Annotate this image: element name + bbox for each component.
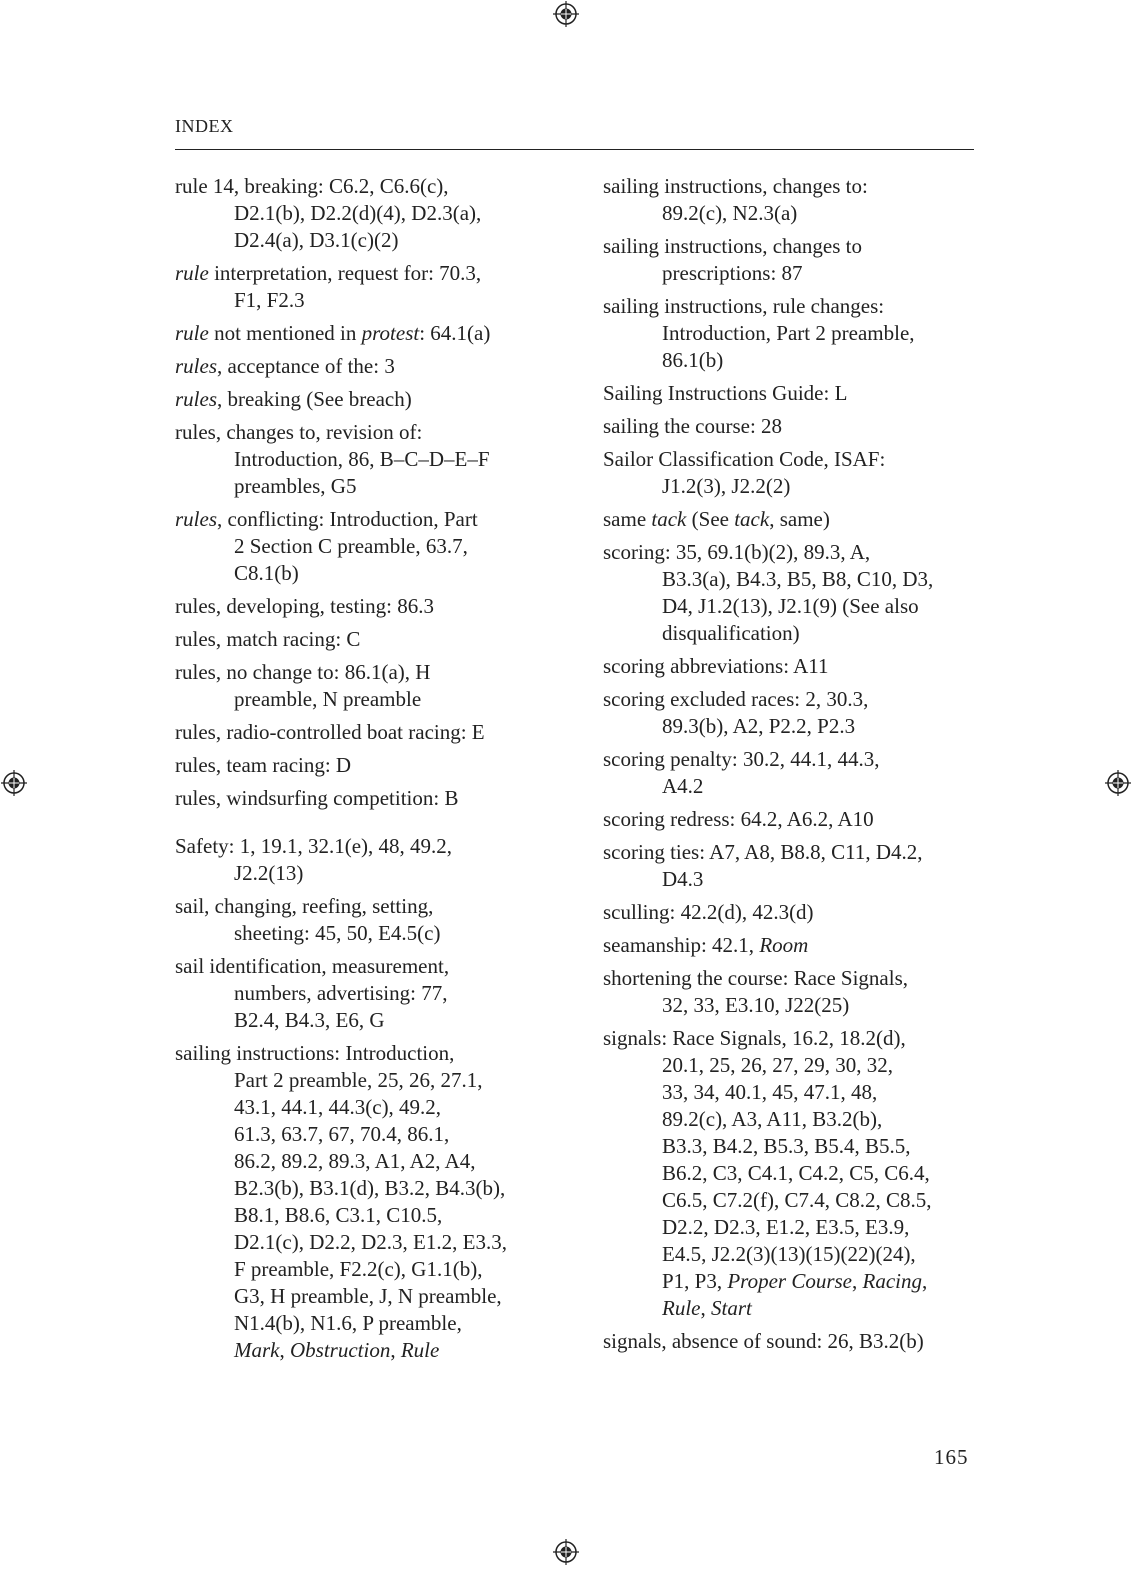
index-entry	[175, 719, 555, 746]
entry-text: rule 14, breaking: C6.2, C6.6(c),	[175, 174, 449, 198]
entry-text: : 64.1(a)	[419, 321, 491, 345]
index-entry	[175, 506, 555, 587]
entry-text: numbers, advertising: 77,	[234, 981, 448, 1005]
entry-text: D4.3	[662, 867, 704, 891]
entry-text: B3.3(a), B4.3, B5, B8, C10, D3,	[662, 567, 934, 591]
index-entry-continuation	[603, 1214, 983, 1241]
index-entry	[175, 752, 555, 779]
entry-term-italic: rules	[175, 387, 217, 411]
entry-text: rules, changes to, revision of:	[175, 420, 423, 444]
index-entry-heading	[603, 653, 983, 680]
index-entry	[175, 659, 555, 713]
index-entry-heading	[175, 953, 555, 980]
registration-mark-icon	[553, 1539, 579, 1565]
entry-text: B6.2, C3, C4.1, C4.2, C5, C6.4,	[662, 1161, 930, 1185]
entry-text: C8.1(b)	[234, 561, 299, 585]
entry-text: B8.1, B8.6, C3.1, C10.5,	[234, 1203, 443, 1227]
entry-text: N1.4(b), N1.6, P preamble,	[234, 1311, 462, 1335]
index-entry-heading	[603, 839, 983, 866]
index-entry-heading	[175, 626, 555, 653]
entry-text: sailing instructions, rule changes:	[603, 294, 885, 318]
index-entry-heading	[603, 899, 983, 926]
index-entry-continuation	[175, 980, 555, 1007]
index-entry-heading	[603, 686, 983, 713]
entry-text: ,	[852, 1269, 863, 1293]
registration-mark-icon	[553, 1, 579, 27]
index-entry-continuation	[603, 992, 983, 1019]
index-entry	[175, 1040, 555, 1364]
entry-term-italic: rules	[175, 507, 217, 531]
index-entry-continuation	[603, 1106, 983, 1133]
entry-text: not mentioned in	[208, 321, 362, 345]
entry-text: preambles, G5	[234, 474, 357, 498]
registration-mark-icon	[1105, 770, 1131, 796]
index-entry	[175, 419, 555, 500]
entry-text: scoring excluded races: 2, 30.3,	[603, 687, 869, 711]
entry-text: signals: Race Signals, 16.2, 18.2(d),	[603, 1026, 906, 1050]
index-entry-continuation	[603, 1187, 983, 1214]
index-entry-continuation	[175, 1256, 555, 1283]
index-entry	[175, 353, 555, 380]
entry-text: F preamble, F2.2(c), G1.1(b),	[234, 1257, 483, 1281]
entry-text: ,	[921, 1269, 928, 1293]
index-entry	[603, 233, 983, 287]
index-entry-continuation	[175, 1148, 555, 1175]
entry-text: seamanship: 42.1,	[603, 933, 760, 957]
entry-text: 61.3, 63.7, 67, 70.4, 86.1,	[234, 1122, 450, 1146]
index-entry	[175, 320, 555, 347]
index-entry	[175, 785, 555, 812]
index-entry-continuation	[603, 260, 983, 287]
index-entry-continuation	[603, 620, 983, 647]
index-entry-heading	[175, 593, 555, 620]
entry-text: same	[603, 507, 652, 531]
entry-text: 86.1(b)	[662, 348, 724, 372]
index-entry-heading	[175, 752, 555, 779]
index-entry	[603, 413, 983, 440]
index-entry-heading	[603, 1328, 983, 1355]
entry-text: prescriptions: 87	[662, 261, 803, 285]
entry-text: J2.2(13)	[234, 861, 304, 885]
entry-text: D4, J1.2(13), J2.1(9) (See also	[662, 594, 919, 618]
index-entry-heading	[603, 413, 983, 440]
entry-text: ,	[279, 1338, 290, 1362]
entry-text: , breaking (See breach)	[217, 387, 412, 411]
entry-text: 89.2(c), N2.3(a)	[662, 201, 798, 225]
entry-text: shortening the course: Race Signals,	[603, 966, 909, 990]
entry-term-italic: Start	[710, 1296, 752, 1320]
index-entry-continuation	[603, 473, 983, 500]
index-entry	[175, 626, 555, 653]
entry-term-italic: Racing	[862, 1269, 922, 1293]
index-entry-continuation	[603, 866, 983, 893]
entry-text: ,	[390, 1338, 401, 1362]
entry-text: sailing the course: 28	[603, 414, 783, 438]
index-column-left	[175, 173, 555, 1370]
index-entry-continuation	[175, 1121, 555, 1148]
entry-text: interpretation, request for: 70.3,	[208, 261, 482, 285]
index-entry-heading	[603, 539, 983, 566]
entry-term-italic: Obstruction	[290, 1338, 391, 1362]
entry-text: scoring ties: A7, A8, B8.8, C11, D4.2,	[603, 840, 923, 864]
entry-term-italic: Proper Course	[727, 1269, 852, 1293]
entry-text: 89.3(b), A2, P2.2, P2.3	[662, 714, 856, 738]
entry-text: J1.2(3), J2.2(2)	[662, 474, 791, 498]
entry-text: sailing instructions: Introduction,	[175, 1041, 455, 1065]
index-entry	[175, 833, 555, 887]
entry-term-italic: rule	[175, 321, 209, 345]
index-entry-heading	[603, 1025, 983, 1052]
entry-text: D2.1(b), D2.2(d)(4), D2.3(a),	[234, 201, 482, 225]
page-number: 165	[934, 1445, 969, 1469]
entry-text: sailing instructions, changes to:	[603, 174, 868, 198]
entry-text: , same)	[769, 507, 830, 531]
index-entry-continuation	[603, 593, 983, 620]
index-entry-heading	[175, 893, 555, 920]
entry-term-italic: tack	[651, 507, 687, 531]
index-entry	[603, 965, 983, 1019]
index-entry-heading	[603, 746, 983, 773]
entry-text: B3.3, B4.2, B5.3, B5.4, B5.5,	[662, 1134, 911, 1158]
index-entry-continuation	[603, 1295, 983, 1322]
entry-text: 32, 33, E3.10, J22(25)	[662, 993, 850, 1017]
index-entry	[603, 806, 983, 833]
index-entry-heading	[175, 719, 555, 746]
index-entry-heading	[175, 833, 555, 860]
entry-text: scoring abbreviations: A11	[603, 654, 829, 678]
entry-term-italic: Rule	[662, 1296, 701, 1320]
index-entry-continuation	[175, 1007, 555, 1034]
header-rule	[175, 149, 974, 150]
entry-text: Sailor Classification Code, ISAF:	[603, 447, 886, 471]
index-entry-continuation	[175, 1310, 555, 1337]
entry-text: 2 Section C preamble, 63.7,	[234, 534, 468, 558]
index-entry	[603, 506, 983, 533]
index-entry-heading	[175, 320, 555, 347]
index-entry	[175, 893, 555, 947]
index-entry-heading	[603, 173, 983, 200]
entry-text: D2.4(a), D3.1(c)(2)	[234, 228, 399, 252]
index-entry-heading	[603, 233, 983, 260]
entry-text: Part 2 preamble, 25, 26, 27.1,	[234, 1068, 483, 1092]
index-entry	[603, 899, 983, 926]
entry-text: preamble, N preamble	[234, 687, 422, 711]
index-entry-heading	[175, 785, 555, 812]
entry-text: rules, match racing: C	[175, 627, 361, 651]
entry-text: sheeting: 45, 50, E4.5(c)	[234, 921, 441, 945]
index-entry-heading	[175, 260, 555, 287]
index-entry-continuation	[175, 686, 555, 713]
entry-term-italic: Mark	[234, 1338, 280, 1362]
entry-text: F1, F2.3	[234, 288, 305, 312]
index-entry-continuation	[603, 566, 983, 593]
entry-text: Introduction, 86, B–C–D–E–F	[234, 447, 490, 471]
index-entry	[175, 173, 555, 254]
index-entry-continuation	[175, 560, 555, 587]
index-entry	[175, 953, 555, 1034]
index-entry-heading	[175, 506, 555, 533]
entry-text: B2.3(b), B3.1(d), B3.2, B4.3(b),	[234, 1176, 506, 1200]
entry-text: P1, P3,	[662, 1269, 728, 1293]
entry-text: Introduction, Part 2 preamble,	[662, 321, 915, 345]
entry-term-italic: Rule	[400, 1338, 440, 1362]
entry-text: , acceptance of the: 3	[217, 354, 395, 378]
index-entry-continuation	[603, 1052, 983, 1079]
entry-term-italic: Room	[759, 933, 809, 957]
index-entry-continuation	[603, 1160, 983, 1187]
entry-text: disqualification)	[662, 621, 800, 645]
index-entry-continuation	[603, 1241, 983, 1268]
entry-text: (See	[686, 507, 735, 531]
index-column-right	[603, 173, 983, 1361]
index-entry-heading	[175, 173, 555, 200]
index-entry	[603, 686, 983, 740]
index-entry-heading	[603, 806, 983, 833]
index-entry-heading	[603, 965, 983, 992]
index-entry	[175, 260, 555, 314]
entry-text: rules, radio-controlled boat racing: E	[175, 720, 485, 744]
index-entry-heading	[603, 380, 983, 407]
entry-text: 86.2, 89.2, 89.3, A1, A2, A4,	[234, 1149, 476, 1173]
index-entry	[603, 539, 983, 647]
entry-text: rules, no change to: 86.1(a), H	[175, 660, 431, 684]
index-entry	[603, 1025, 983, 1322]
index-entry-continuation	[603, 1268, 983, 1295]
entry-text: scoring: 35, 69.1(b)(2), 89.3, A,	[603, 540, 871, 564]
entry-text: 43.1, 44.1, 44.3(c), 49.2,	[234, 1095, 442, 1119]
index-entry-heading	[175, 659, 555, 686]
entry-term-italic: tack	[734, 507, 770, 531]
entry-text: E4.5, J2.2(3)(13)(15)(22)(24),	[662, 1242, 916, 1266]
index-entry	[603, 839, 983, 893]
index-entry-continuation	[603, 1079, 983, 1106]
index-entry-continuation	[175, 1283, 555, 1310]
index-entry	[603, 293, 983, 374]
index-entry	[603, 380, 983, 407]
running-header: INDEX	[175, 116, 234, 136]
entry-text: scoring penalty: 30.2, 44.1, 44.3,	[603, 747, 880, 771]
index-entry-continuation	[175, 446, 555, 473]
entry-text: B2.4, B4.3, E6, G	[234, 1008, 385, 1032]
index-entry	[603, 1328, 983, 1355]
index-entry	[175, 593, 555, 620]
index-entry-heading	[603, 446, 983, 473]
entry-text: G3, H preamble, J, N preamble,	[234, 1284, 502, 1308]
index-entry	[603, 932, 983, 959]
entry-term-italic: rules	[175, 354, 217, 378]
index-entry-continuation	[175, 1094, 555, 1121]
entry-text: rules, team racing: D	[175, 753, 352, 777]
entry-text: sail identification, measurement,	[175, 954, 450, 978]
index-entry-continuation	[175, 227, 555, 254]
index-entry-continuation	[175, 287, 555, 314]
index-entry-heading	[175, 353, 555, 380]
entry-text: 89.2(c), A3, A11, B3.2(b),	[662, 1107, 883, 1131]
index-entry-continuation	[175, 200, 555, 227]
registration-mark-icon	[1, 770, 27, 796]
index-entry-heading	[175, 1040, 555, 1067]
index-entry	[603, 173, 983, 227]
index-entry-continuation	[175, 1202, 555, 1229]
index-entry-continuation	[603, 200, 983, 227]
index-entry	[175, 386, 555, 413]
entry-text: A4.2	[662, 774, 704, 798]
entry-text: sailing instructions, changes to	[603, 234, 862, 258]
entry-text: sail, changing, reefing, setting,	[175, 894, 434, 918]
index-entry	[603, 653, 983, 680]
entry-text: 20.1, 25, 26, 27, 29, 30, 32,	[662, 1053, 893, 1077]
index-entry-continuation	[175, 1067, 555, 1094]
entry-text: signals, absence of sound: 26, B3.2(b)	[603, 1329, 924, 1353]
index-entry	[603, 746, 983, 800]
index-entry-heading	[603, 293, 983, 320]
entry-term-italic: rule	[175, 261, 209, 285]
index-entry-heading	[603, 506, 983, 533]
entry-text: rules, windsurfing competition: B	[175, 786, 459, 810]
index-entry-continuation	[603, 713, 983, 740]
index-entry-continuation	[175, 1229, 555, 1256]
entry-text: Safety: 1, 19.1, 32.1(e), 48, 49.2,	[175, 834, 453, 858]
entry-text: rules, developing, testing: 86.3	[175, 594, 434, 618]
index-entry-continuation	[175, 473, 555, 500]
index-entry-continuation	[603, 773, 983, 800]
index-entry-continuation	[175, 860, 555, 887]
index-entry-continuation	[175, 533, 555, 560]
entry-text: C6.5, C7.2(f), C7.4, C8.2, C8.5,	[662, 1188, 932, 1212]
entry-text: ,	[700, 1296, 711, 1320]
entry-text: Sailing Instructions Guide: L	[603, 381, 848, 405]
index-entry-continuation	[603, 347, 983, 374]
entry-text: sculling: 42.2(d), 42.3(d)	[603, 900, 814, 924]
entry-text: D2.2, D2.3, E1.2, E3.5, E3.9,	[662, 1215, 910, 1239]
index-entry-heading	[603, 932, 983, 959]
index-entry-continuation	[175, 1175, 555, 1202]
entry-text: D2.1(c), D2.2, D2.3, E1.2, E3.3,	[234, 1230, 507, 1254]
entry-term-italic: protest	[361, 321, 420, 345]
index-entry-continuation	[175, 920, 555, 947]
entry-text: 33, 34, 40.1, 45, 47.1, 48,	[662, 1080, 878, 1104]
index-entry-heading	[175, 386, 555, 413]
index-entry	[603, 446, 983, 500]
index-entry-heading	[175, 419, 555, 446]
index-entry-continuation	[603, 320, 983, 347]
entry-text: scoring redress: 64.2, A6.2, A10	[603, 807, 874, 831]
index-entry-continuation	[175, 1337, 555, 1364]
index-entry-continuation	[603, 1133, 983, 1160]
entry-text: , conflicting: Introduction, Part	[217, 507, 478, 531]
